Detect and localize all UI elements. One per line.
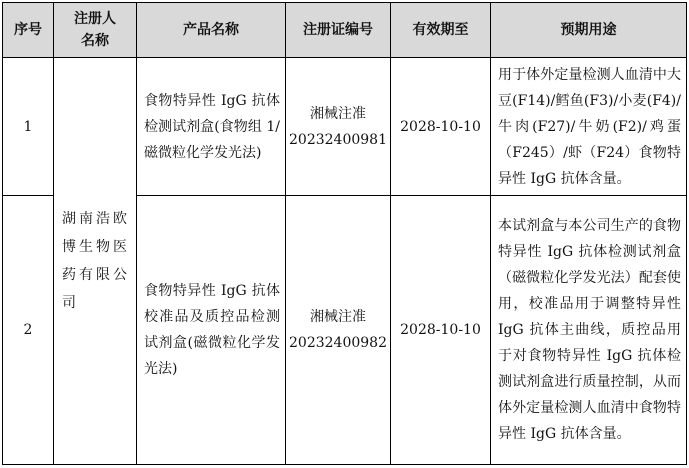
header-registrant	[54, 3, 137, 58]
cert-number: 20232400981	[289, 131, 387, 148]
registration-table	[2, 2, 687, 465]
valid-until: 2028-10-10	[391, 196, 491, 465]
header-valid-until: 有效期至	[391, 3, 491, 58]
header-intended-use: 预期用途	[491, 3, 687, 58]
registrant-cell	[54, 58, 137, 465]
cert-prefix: 湘械注准	[310, 309, 366, 325]
product-name-text: 食物特异性 IgG 抗体校准品及质控品检测试剂盒(磁微粒化学发光法)	[144, 283, 280, 377]
product-name	[137, 58, 286, 196]
header-registrant-label: 注册人名称	[74, 11, 116, 49]
cert-number-cell	[286, 196, 391, 465]
intended-use	[491, 58, 687, 196]
valid-until: 2028-10-10	[391, 58, 491, 196]
cert-number-cell	[286, 58, 391, 196]
header-cert-no: 注册证编号	[286, 3, 391, 58]
row-seq: 1	[3, 58, 54, 196]
intended-use	[491, 196, 687, 465]
table-header-row	[3, 3, 687, 58]
product-name-text: 食物特异性 IgG 抗体检测试剂盒(食物组 1/磁微粒化学发光法)	[144, 92, 280, 161]
registrant-name: 湖南浩欧博生物医药有限公司	[62, 211, 130, 311]
product-name	[137, 196, 286, 465]
intended-use-text: 用于体外定量检测人血清中大豆(F14)/鳕鱼(F3)/小麦(F4)/牛肉(F27)/牛奶(F2)/鸡蛋（F245）/虾（F24）食物特异性 IgG 抗体含量。	[498, 66, 681, 187]
row-seq: 2	[3, 196, 54, 465]
header-seq: 序号	[3, 3, 54, 58]
intended-use-text: 本试剂盒与本公司生产的食物特异性 IgG 抗体检测试剂盒（磁微粒化学发光法）配套使用，校准品用于调整特异性 IgG 抗体主曲线，质控品用于对食物特异性 IgG 抗体检测试剂盒进行质量控制，从而体外定量检测人血清中食物特异性 IgG 抗体含量。	[498, 218, 681, 442]
header-product: 产品名称	[137, 3, 286, 58]
cert-prefix: 湘械注准	[310, 105, 366, 122]
table-row	[3, 58, 687, 196]
cert-number: 20232400982	[289, 335, 387, 351]
